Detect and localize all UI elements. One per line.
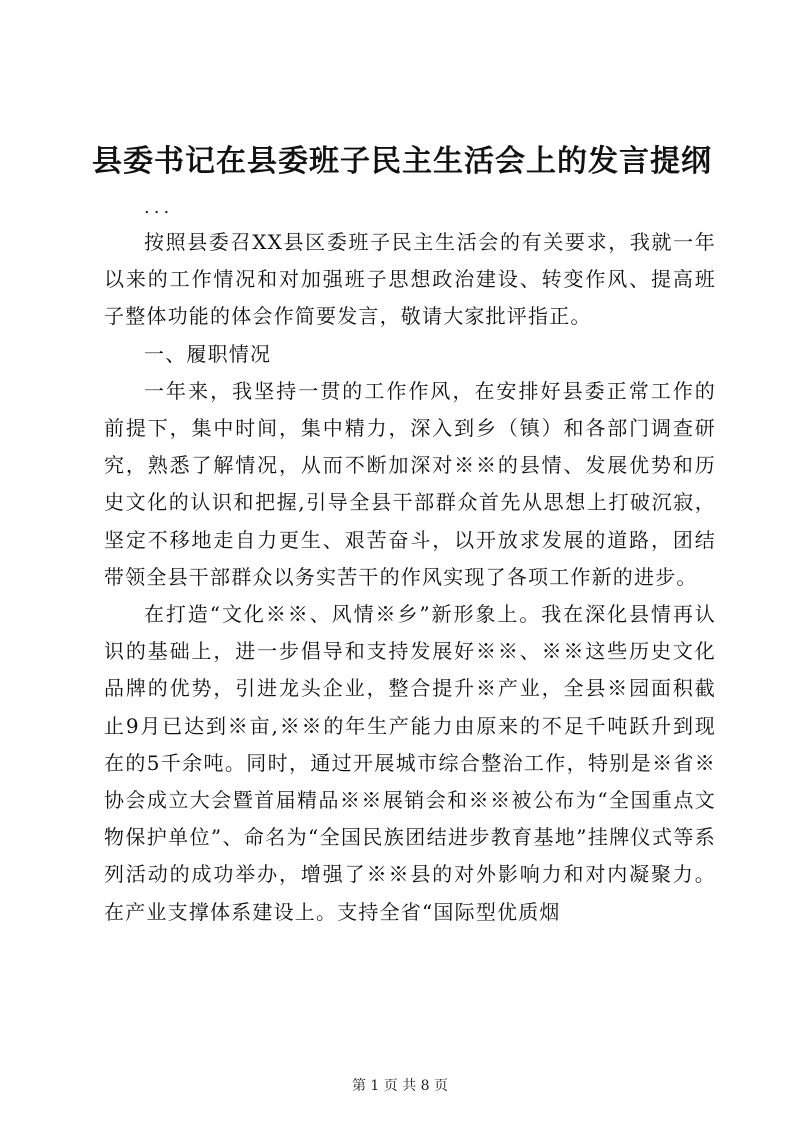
page-footer: 第 1 页 共 8 页 bbox=[351, 1078, 449, 1094]
paragraph-work-style: 一年来，我坚持一贯的工作作风，在安排好县委正常工作的前提下，集中时间，集中精力，深入到乡（镇）和各部门调查研究，熟悉了解情况，从而不断加深对※※的县情、发展优势和历史文化的认识和把握,引导全县干部群众首先从思想上打破沉寂，坚定不移地走自力更生、艰苦奋斗，以开放求发展的道路，团结带领全县干部群众以务实苦干的作风实现了各项工作新的进步。 bbox=[104, 378, 716, 589]
document-body bbox=[104, 224, 716, 931]
ellipsis-marker: ... bbox=[144, 197, 174, 218]
section-heading: 一、履职情况 bbox=[144, 341, 272, 366]
paragraph-intro: 按照县委召XX县区委班子民主生活会的有关要求，我就一年以来的工作情况和对加强班子思想政治建设、转变作风、提高班子整体功能的体会作简要发言，敬请大家批评指正。 bbox=[104, 230, 716, 329]
document-title: 县委书记在县委班子民主生活会上的发言提纲 bbox=[92, 144, 712, 179]
paragraph-culture-image: 在打造“文化※※、风情※乡”新形象上。我在深化县情再认识的基础上，进一步倡导和支持发展好※※、※※这些历史文化品牌的优势，引进龙头企业，整合提升※产业，全县※园面积截止9月已达到※亩,※※的年生产能力由原来的不足千吨跃升到现在的5千余吨。同时，通过开展城市综合整治工作，特别是※省※协会成立大会暨首届精品※※展销会和※※被公布为“全国重点文物保护单位”、命名为“全国民族团结进步教育基地”挂牌仪式等系列活动的成功举办，增强了※※县的对外影响力和对内凝聚力。在产业支撑体系建设上。支持全省“国际型优质烟 bbox=[104, 602, 716, 924]
